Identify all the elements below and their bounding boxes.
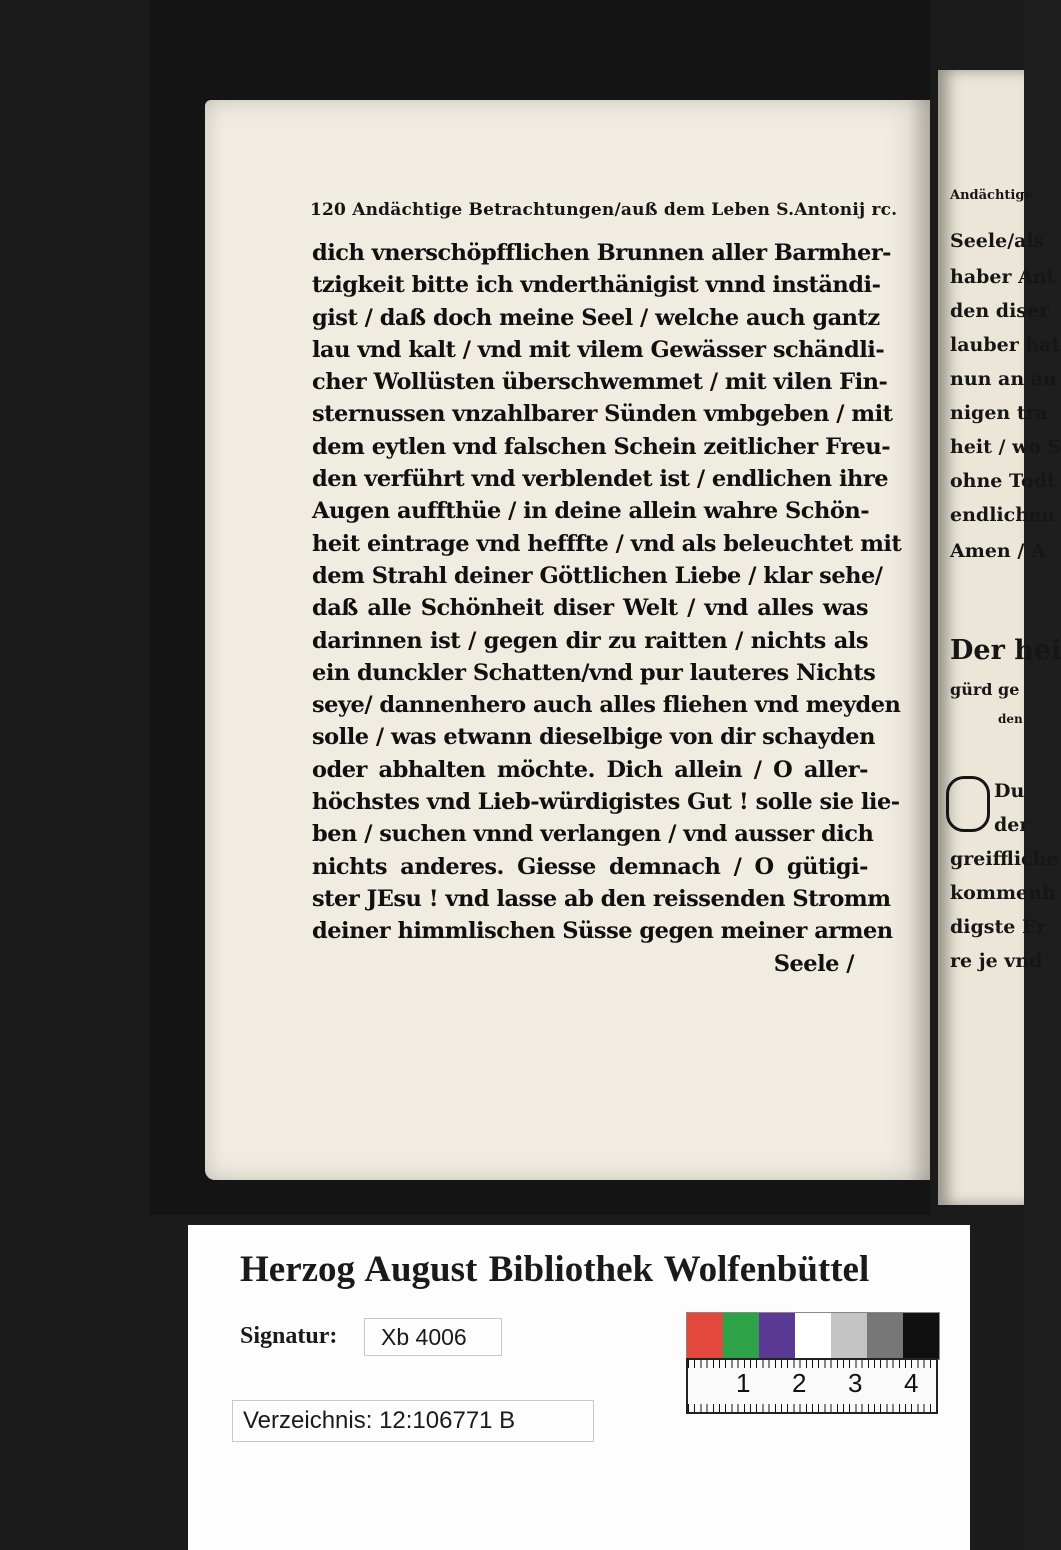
text-line: sternussen vnzahlbarer Sünden vmbgeben / mit xyxy=(312,401,893,428)
facing-text-line: digste Er xyxy=(950,916,1047,938)
facing-text-line: heit / wo S xyxy=(950,436,1061,458)
facing-subtitle: gürd ge xyxy=(950,680,1020,699)
facing-text-line: Amen / A xyxy=(950,540,1046,562)
facing-section-title: Der hei xyxy=(950,635,1061,666)
color-swatch xyxy=(687,1313,723,1359)
facing-text-line: lauber hat xyxy=(950,334,1061,356)
facing-text-line: nigen tra xyxy=(950,402,1048,424)
text-line: deiner himmlischen Süsse gegen meiner armen xyxy=(312,918,893,945)
color-swatch xyxy=(867,1313,903,1359)
color-calibration-bar xyxy=(686,1312,940,1360)
text-line: cher Wollüsten überschwemmet / mit vilen Fin- xyxy=(312,369,888,396)
facing-text-line: der xyxy=(994,814,1030,836)
facing-text-line: haber Ant xyxy=(950,266,1056,288)
facing-text-line: Du xyxy=(994,780,1025,802)
signatur-label: Signatur: xyxy=(240,1323,338,1349)
facing-text-line: re je vnd xyxy=(950,950,1043,972)
facing-text-line: den diser xyxy=(950,300,1050,322)
ruler-number: 2 xyxy=(792,1368,807,1398)
ruler-ticks xyxy=(688,1404,936,1412)
text-line: höchstes vnd Lieb-würdigistes Gut ! solle sie lie- xyxy=(312,789,900,816)
ruler-number: 3 xyxy=(848,1368,863,1398)
facing-text-line: ohne Todt xyxy=(950,470,1056,492)
facing-page-edge xyxy=(938,70,1061,1205)
facing-subtitle: den xyxy=(998,712,1023,726)
facing-text-line: nun an au xyxy=(950,368,1057,390)
facing-text-line: greiffliche xyxy=(950,848,1059,870)
scale-ruler xyxy=(686,1358,938,1414)
color-swatch xyxy=(723,1313,759,1359)
text-line: tzigkeit bitte ich vnderthänigist vnnd inständi- xyxy=(312,272,881,299)
signatur-value: Xb 4006 xyxy=(364,1318,502,1356)
text-line: ein dunckler Schatten/vnd pur lauteres Nichts xyxy=(312,659,876,686)
text-line: den verführt vnd verblendet ist / endlichen ihre xyxy=(312,466,889,493)
text-line: Augen auffthüe / in deine allein wahre Schön- xyxy=(312,498,870,525)
text-line: nichts anderes. Giesse demnach / O gütigi- xyxy=(312,853,868,880)
page-gutter-shadow xyxy=(908,100,930,1180)
facing-text-line: endlichen xyxy=(950,504,1055,526)
text-line: daß alle Schönheit diser Welt / vnd alles was xyxy=(312,595,868,622)
institution-name: Herzog August Bibliothek Wolfenbüttel xyxy=(240,1249,870,1290)
facing-text-line: kommenh xyxy=(950,882,1056,904)
running-head: 120 Andächtige Betrachtungen/auß dem Leben S.Antonij rc. xyxy=(310,200,898,220)
text-line: oder abhalten möchte. Dich allein / O aller- xyxy=(312,756,868,783)
text-line: ster JEsu ! vnd lasse ab den reissenden Stromm xyxy=(312,885,891,912)
text-line: solle / was etwann dieselbige von dir schayden xyxy=(312,724,875,751)
text-line: darinnen ist / gegen dir zu raitten / nichts als xyxy=(312,627,868,654)
text-line: gist / daß doch meine Seel / welche auch gantz xyxy=(312,304,880,331)
color-swatch xyxy=(831,1313,867,1359)
text-line: lau vnd kalt / vnd mit vilem Gewässer schändli- xyxy=(312,336,885,363)
ruler-number: 1 xyxy=(736,1368,751,1398)
text-line: dem Strahl deiner Göttlichen Liebe / klar sehe/ xyxy=(312,562,883,589)
text-line: dem eytlen vnd falschen Schein zeitlicher Freu- xyxy=(312,433,891,460)
color-swatch xyxy=(795,1313,831,1359)
ruler-number: 4 xyxy=(904,1368,919,1398)
text-line: ben / suchen vnnd verlangen / vnd ausser dich xyxy=(312,821,874,848)
body-text xyxy=(312,237,902,980)
text-line: heit eintrage vnd hefffte / vnd als beleuchtet mit xyxy=(312,530,902,557)
color-swatch xyxy=(903,1313,939,1359)
catchword: Seele / xyxy=(773,950,854,977)
verzeichnis-value: Verzeichnis: 12:106771 B xyxy=(232,1400,594,1442)
color-swatch xyxy=(759,1313,795,1359)
text-line: dich vnerschöpfflichen Brunnen aller Barmher- xyxy=(312,240,892,266)
facing-text-line: Seele/als xyxy=(950,230,1045,252)
drop-cap-initial xyxy=(946,776,990,832)
facing-running-head: Andächtige xyxy=(950,188,1033,203)
text-line: seye/ dannenhero auch alles fliehen vnd meyden xyxy=(312,692,901,719)
